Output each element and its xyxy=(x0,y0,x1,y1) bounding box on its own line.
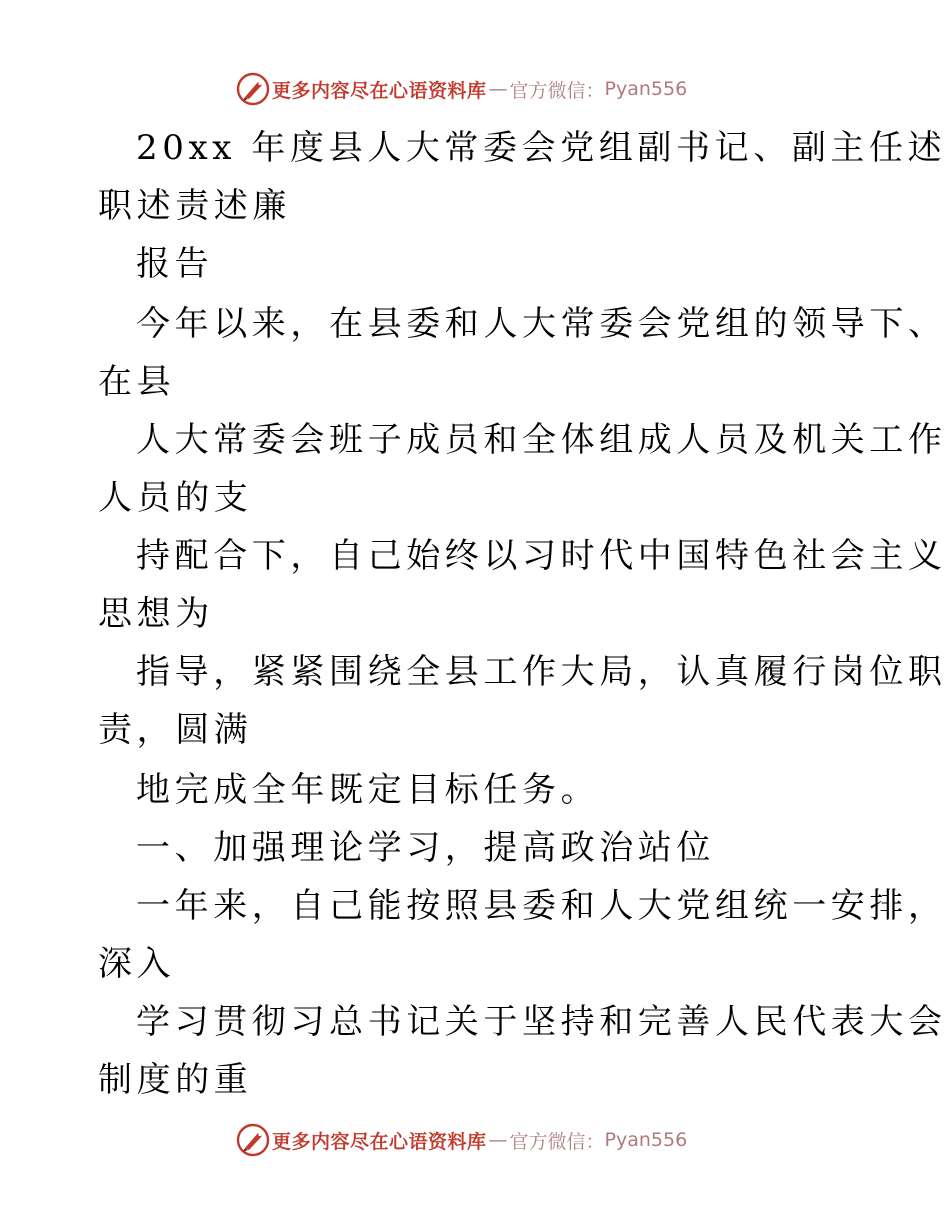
paragraph-line-11: 深入 xyxy=(98,944,176,984)
watermark-wechat-label: 官方微信： xyxy=(509,1130,605,1153)
pen-logo-icon xyxy=(236,1123,270,1157)
paragraph-line-8: 责，圆满 xyxy=(98,710,253,750)
paragraph-line-7: 指导，紧紧围绕全县工作大局，认真履行岗位职 xyxy=(136,652,947,692)
pen-logo-icon xyxy=(236,72,270,106)
paragraph-line-9: 地完成全年既定目标任务。 xyxy=(136,770,600,810)
paragraph-line-6: 思想为 xyxy=(98,594,214,634)
watermark-wechat-id: Pyan556 xyxy=(604,78,688,100)
paragraph-line-1: 今年以来，在县委和人大常委会党组的领导下、 xyxy=(136,304,947,344)
paragraph-line-2: 在县 xyxy=(98,362,176,402)
title-line-1: 20xx 年度县人大常委会党组副书记、副主任述 xyxy=(136,128,947,168)
watermark-wechat-id: Pyan556 xyxy=(604,1129,688,1151)
paragraph-line-10: 一年来，自己能按照县委和人大党组统一安排， xyxy=(136,886,947,926)
watermark-dash: — xyxy=(488,1129,508,1151)
paragraph-line-4: 人员的支 xyxy=(98,478,253,518)
watermark-dash: — xyxy=(488,78,508,100)
watermark-wechat-label: 官方微信： xyxy=(509,79,605,102)
title-line-2: 职述责述廉 xyxy=(98,186,291,226)
paragraph-line-5: 持配合下，自己始终以习时代中国特色社会主义 xyxy=(136,536,947,576)
paragraph-line-12: 学习贯彻习总书记关于坚持和完善人民代表大会 xyxy=(136,1002,947,1042)
watermark-banner-bottom xyxy=(236,1123,716,1157)
paragraph-line-3: 人大常委会班子成员和全体组成人员及机关工作 xyxy=(136,420,947,460)
watermark-site-name: 更多内容尽在心语资料库 xyxy=(272,1130,487,1153)
watermark-banner-top xyxy=(236,72,716,106)
title-line-3: 报告 xyxy=(136,244,214,284)
section-heading-1: 一、加强理论学习，提高政治站位 xyxy=(136,828,715,868)
paragraph-line-13: 制度的重 xyxy=(98,1060,253,1100)
watermark-site-name: 更多内容尽在心语资料库 xyxy=(272,79,487,102)
